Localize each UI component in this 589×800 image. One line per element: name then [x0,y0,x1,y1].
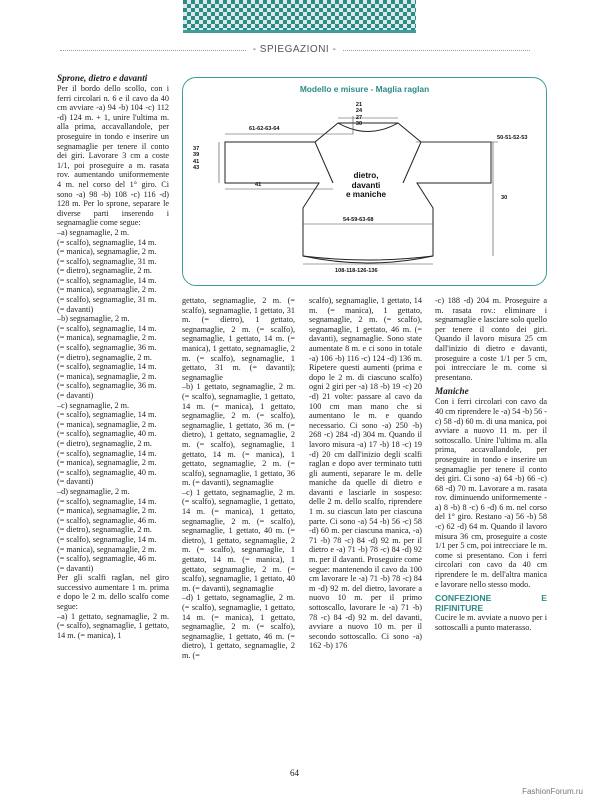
marker-line: (= scalfo), segnamaglie, 14 m. [57,362,157,372]
raglan-depth-a: 37 [193,146,200,152]
marker-line: (= manica), segnamaglie, 2 m. [57,285,157,295]
marker-line: (= manica), segnamaglie, 2 m. [57,506,157,516]
marker-groups [57,228,169,573]
label-dietro: dietro, [353,171,379,180]
hem-circumference-label: 108-118-126-136 [335,268,378,274]
right-height-label: 30 [501,195,508,201]
marker-line: (= manica), segnamaglie, 2 m. [57,544,157,554]
size-diagram [182,77,547,286]
neck-width-b: 24 [355,108,363,115]
marker-line: (= scalfo), segnamaglie, 14 m. [57,534,157,544]
col4-sleeves: Con i ferri circolari con cavo da 40 cm riprendere le -a) 54 -b) 56 -c) 58 -d) 60 m. di una manica, poi avviare a nuovo 11 m. per il sottoscallo. Unire l'ultima m. alla prima, accavallandole, per proseguire in tondo e inserire un segnamaglie per tenere il conto dei giri. Ci sono -a) 64 -b) 66 -c) 68 -d) 70 m. Lavorare a m. rasata rov. diminuendo uniformemente -a) 8 -b) 8 -c) 6 -d) 6 m. nel corso del 1° giro. Restano -a) 56 -b) 58 -c) 62 -d) 64 m. Quando il lavoro misura 36 cm, proseguire a coste 1/1 per 5 cm, poi intrecciare le m. come si presentano. Con i ferri circolari con cavo da 40 cm riprendere le m. dell'altra manica e lavorare nello stesso modo. [435,397,547,589]
marker-line: (= scalfo), segnamaglie, 14 m. [57,448,157,458]
raglan-depth-c: 41 [193,158,200,165]
marker-line: (= scalfo), segnamaglie, 14 m. [57,237,157,247]
marker-line: (= manica), segnamaglie, 2 m. [57,371,157,381]
marker-line: –b) segnamaglie, 2 m. [57,314,130,324]
neck-width-c: 27 [355,114,363,121]
marker-line: (= scalfo), segnamaglie, 31 m. [57,295,157,305]
col4-body: -c) 188 -d) 204 m. Proseguire a m. rasata rov.: eliminare i segnamaglie e lasciare solo quello per tenere il conto dei giri. Quando il lavoro misura 25 cm dall'inizio di dietro e davanti, proseguire a coste 1/1 per 5 cm, poi intrecciare le m. come si presentano. [435,296,547,382]
col2-body: gettato, segnamaglie, 2 m. (= scalfo), segnamaglie, 1 gettato, 31 m. (= dietro), 1 gettato, segnamaglie, 2 m. (= scalfo), segnamaglie, 1 gettato, 14 m. (= manica), 1 gettato, segnamaglie, 2 m. (= scalfo), segnamaglie, 1 gettato, 31 m. (= davanti); segnamaglie –b) 1 gettato, segnamaglie, 2 m. (= scalfo), segnamaglie, 1 gettato, 14 m. (= manica), 1 gettato, segnamaglie, 2 m. (= scalfo), segnamaglie, 1 gettato, 36 m. (= dietro), 1 gettato, segnamaglie, 2 m. (= scalfo), segnamaglie, 1 gettato, 14 m. (= manica), 1 gettato, segnamaglie, 2 m. (= scalfo), segnamaglie, 1 gettato, 36 m. (= davanti), segnamaglie –c) 1 gettato, segnamaglie, 2 m. (= scalfo), segnamaglie, 1 gettato, 14 m. (= manica), 1 gettato, segnamaglie, 2 m. (= scalfo), segnamaglie, 1 gettato, 40 m. (= dietro), 1 gettato, segnamaglie, 2 m. (= scalfo), segnamaglie, 1 gettato, 14 m. (= manica), 1 gettato, segnamaglie, 2 m. (= scalfo), segnamaglie, 1 gettato, 40 m. (= davanti), segnamaglie –d) 1 gettato, segnamaglie, 2 m. (= scalfo), segnamaglie, 1 gettato, 14 m. (= manica), 1 gettato, segnamaglie, 2 m. (= scalfo), segnamaglie, 1 gettato, 46 m. (= dietro), 1 gettato, segnamaglie, 2 m. (= [182,296,295,660]
marker-line: (= scalfo), segnamaglie, 14 m. [57,275,157,285]
marker-line: (= scalfo), segnamaglie, 40 m. [57,467,157,477]
site-watermark: FashionForum.ru [522,787,583,796]
underarm-label: 41 [255,182,262,188]
col3-body: scalfo), segnamaglie, 1 gettato, 14 m. (= manica), 1 gettato, segnamaglie, 2 m. (= scalfo), segnamaglie, 1 gettato, 46 m. (= davanti), segnamaglie. Sono state aumentate 8 m. e ci sono in totale -a) 106 -b) 116 -c) 124 -d) 136 m. Ripetere questi aumenti (prima e dopo le 2 m. di ciascuno scalfo) ogni 2 giri per -a) 18 -b) 19 -c) 20 -d) 21 volte: passare al cavo da 100 cm man mano che si aumentano le m. e quando necessario. Ci sono -a) 250 -b) 268 -c) 284 -d) 304 m. Quando il lavoro misura -a) 17 -b) 18 -c) 19 -d) 20 cm dall'inizio degli scalfi raglan e dopo aver terminato tutti gli aumenti, separare le m. delle maniche da quelle di dietro e davanti e lasciarle in sospeso: delle 2 m. dello scalfo, riprendere 1 m. su ciascun lato per ciascuna parte. Ci sono -a) 54 -b) 56 -c) 58 -d) 60 m. per ciascuna manica, -a) 71 -b) 78 -c) 84 -d) 92 m. per il dietro e -a) 71 -b) 78 -c) 84 -d) 92 m. per il davanti. Proseguire come segue: mantenendo il cavo da 100 cm lavorare le -a) 71 -b) 78 -c) 84 m -d) 92 m. del dietro, lavorare a nuovo 10 m. per il primo sottoscallo, lavorare le -a) 71 -b) 78 -c) 84 -d) 92 m. del davanti, avviare a nuovo 10 m. per il secondo sottoscallo. Ci sono -a) 162 -b) 176 [309,296,422,651]
right-width-label: 50-51-52-53 [497,135,528,141]
marker-line: (= manica), segnamaglie, 2 m. [57,333,157,343]
col1-intro: Per il bordo dello scollo, con i ferri circolari n. 6 e il cavo da 40 cm avviare -a) 94 -b) 104 -c) 112 -d) 124 m. + 1, unire l'ultima m. alla prima, accavallandole, per proseguire in tondo e inserire un segnamaglie per tenere il conto dei giri. Lavorare 3 cm a coste 1/1, poi proseguire a m. rasata rov. aumentando uniformemente 4 m. nel corso del 1° giro. Ci sono -a) 98 -b) 108 -c) 116 -d) 128 m. Per lo sprone, separare le diverse parti inserendo i segnamaglie come segue: [57,84,169,228]
marker-line: (= davanti) [57,391,94,400]
column-3 [309,296,422,651]
column-4 [435,296,547,632]
body-parts-label [331,171,401,200]
lower-width-label: 54-59-63-68 [343,217,374,223]
marker-line: (= scalfo), segnamaglie, 46 m. [57,515,157,525]
col4-finishing: Cucire le m. avviate a nuovo per i sottoscalli a punto materasso. [435,613,547,632]
marker-line: (= scalfo), segnamaglie, 40 m. [57,429,157,439]
marker-line: (= scalfo), segnamaglie, 36 m. [57,343,157,353]
neck-width-labels [339,102,379,128]
marker-line: (= manica), segnamaglie, 2 m. [57,247,157,257]
marker-line: (= dietro), segnamaglie, 2 m. [57,266,152,276]
heading-maniche: Maniche [435,386,469,397]
raglan-depth-b: 39 [193,152,200,159]
label-maniche: e maniche [345,190,387,199]
marker-line: (= scalfo), segnamaglie, 36 m. [57,381,157,391]
marker-line: –a) segnamaglie, 2 m. [57,227,130,237]
marker-line: (= scalfo), segnamaglie, 46 m. [57,554,157,564]
raglan-depth-labels [193,146,199,172]
marker-line: (= dietro), segnamaglie, 2 m. [57,352,152,362]
marker-line: (= scalfo), segnamaglie, 14 m. [57,410,157,420]
marker-line: (= scalfo), segnamaglie, 31 m. [57,256,157,266]
marker-line: –c) segnamaglie, 2 m. [57,400,130,410]
knit-pattern-band [183,0,416,33]
page-number: 64 [290,768,299,778]
col1-tail: Per gli scalfi raglan, nel giro successivo aumentare 1 m. prima e dopo le 2 m. dello scalfo come segue: –a) 1 gettato, segnamaglie, 2 m. (= scalfo), segnamaglie, 1 gettato, 14 m. (= manica), 1 [57,573,169,640]
marker-line: (= davanti) [57,563,94,573]
section-header [0,44,589,55]
column-1 [57,73,169,640]
raglan-depth-d: 43 [193,165,200,172]
marker-line: (= davanti) [57,304,94,314]
sleeve-length-label: 61-62-63-64 [249,126,280,132]
marker-line: (= scalfo), segnamaglie, 14 m. [57,323,157,333]
label-davanti: davanti [351,180,381,190]
marker-line: (= manica), segnamaglie, 2 m. [57,419,157,429]
marker-line: (= dietro), segnamaglie, 2 m. [57,525,152,535]
column-2 [182,296,295,661]
marker-line: (= manica), segnamaglie, 2 m. [57,458,157,468]
marker-line: –d) segnamaglie, 2 m. [57,486,130,496]
neck-width-d: 30 [355,121,363,128]
marker-line: (= dietro), segnamaglie, 2 m. [57,438,152,448]
marker-line: (= scalfo), segnamaglie, 14 m. [57,496,157,506]
heading-confezione: CONFEZIONE E RIFINITURE [435,593,547,614]
section-header-text: - SPIEGAZIONI - [247,44,343,55]
neck-width-a: 21 [355,102,363,108]
marker-line: (= davanti) [57,477,94,487]
heading-sprone: Sprone, dietro e davanti [57,73,148,83]
diagram-title: Modello e misure - Maglia raglan [299,84,430,94]
